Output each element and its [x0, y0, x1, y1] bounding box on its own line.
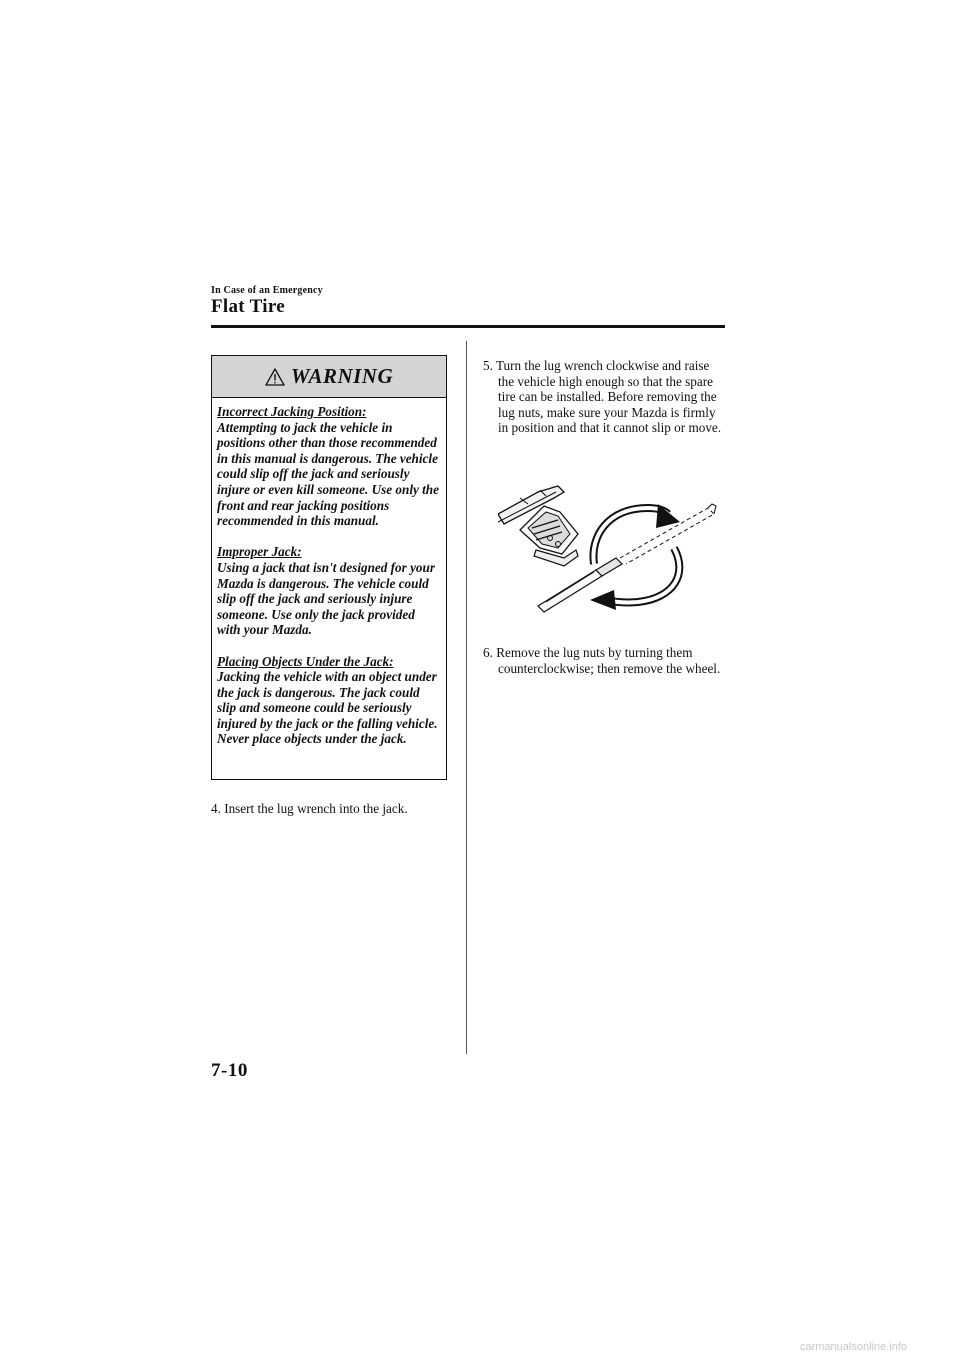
warning-text: Using a jack that isn't designed for your Mazda is dangerous. The vehicle could slip off the jack and seriously injure someone. Use only the jack provided with your Mazda. — [217, 559, 435, 638]
section-label: In Case of an Emergency — [211, 285, 323, 296]
step-6-text: 6. Remove the lug nuts by turning them counterclockwise; then remove the wheel. — [483, 645, 721, 676]
warning-box — [211, 355, 447, 780]
page-number: 7-10 — [211, 1060, 248, 1081]
step-5 — [483, 358, 723, 436]
jack-and-lug-wrench-illustration — [498, 478, 724, 618]
title-divider — [211, 325, 725, 328]
warning-heading: Improper Jack: — [217, 544, 302, 560]
step-6 — [483, 645, 723, 676]
warning-header — [212, 356, 446, 398]
warning-title: WARNING — [290, 364, 394, 388]
warning-body — [212, 398, 446, 747]
warning-text: Attempting to jack the vehicle in positions other than those recommended in this manual is dangerous. The vehicle could slip off the jack and seriously injure or even kill someone. Use only the front and rear jacking positions recommended in this manual. — [217, 419, 439, 529]
column-divider — [466, 341, 467, 1054]
warning-heading: Incorrect Jacking Position: — [217, 404, 367, 419]
warning-text: Jacking the vehicle with an object under the jack is dangerous. The jack could slip and someone could be seriously injured by the jack or the falling vehicle. Never place objects under the jack. — [217, 669, 438, 747]
page-title: Flat Tire — [211, 296, 285, 317]
step-4 — [211, 801, 451, 817]
warning-section — [217, 544, 440, 638]
footer-watermark: carmanualsonline.info — [800, 1341, 908, 1353]
warning-heading: Placing Objects Under the Jack: — [217, 653, 394, 669]
step-5-text: 5. Turn the lug wrench clockwise and raise the vehicle high enough so that the spare tire can be installed. Before removing the lug nuts, make sure your Mazda is firmly in position and that it cannot slip or move. — [483, 358, 722, 436]
warning-triangle-icon — [265, 368, 285, 386]
warning-section — [217, 654, 440, 748]
step-4-text: 4. Insert the lug wrench into the jack. — [211, 801, 408, 816]
warning-section — [217, 404, 440, 529]
